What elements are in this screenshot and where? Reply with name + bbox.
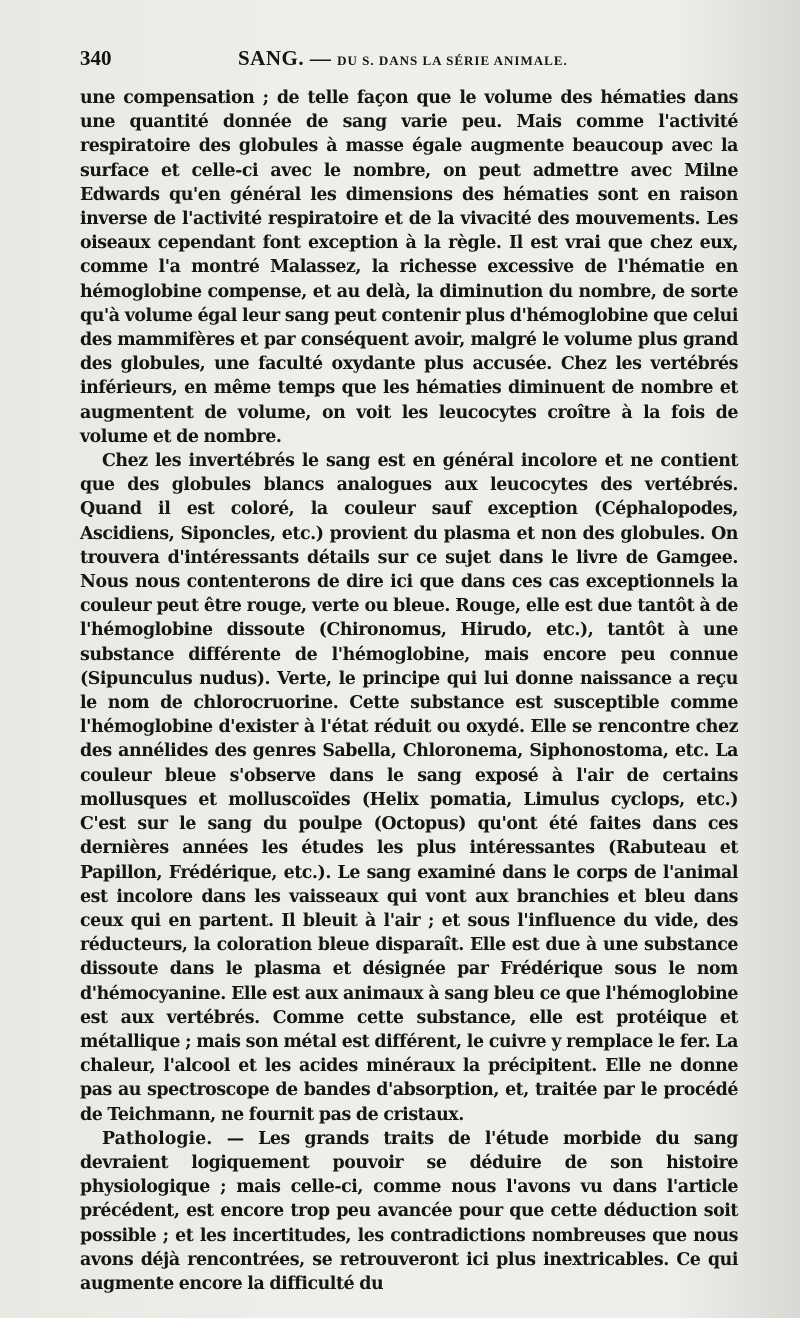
paragraph-pathologie-text: — Les grands traits de l'étude morbide du sang devraient logiquement pouvoir se déduire de son histoire physiologique ; mais celle-ci, comme nous l'avons vu dans l'article précédent, est encore trop peu avancée pour que cette déduction soit possible ; et les incertitudes, les contradictions nombreuses que nous avons déjà rencontrées, se retrouveront ici plus inextricables. Ce qui augmente encore la difficulté du — [80, 1128, 738, 1294]
page-number: 340 — [80, 46, 112, 70]
page-header — [78, 46, 738, 76]
running-head-main: SANG. — — [238, 46, 332, 70]
running-head — [238, 46, 568, 71]
paragraph-hematies: une compensation ; de telle façon que le volume des hématies dans une quantité donnée de sang varie peu. Mais comme l'activité respiratoire des globules à masse égale augmente beaucoup avec la surface et celle-ci avec le nombre, on peut admettre avec Milne Edwards qu'en général les dimensions des hématies sont en raison inverse de l'activité respiratoire et de la vivacité des mouvements. Les oiseaux cependant font exception à la règle. Il est vrai que chez eux, comme l'a montré Malassez, la richesse excessive de l'hématie en hémoglobine compense, et au delà, la diminution du nombre, de sorte qu'à volume égal leur sang peut contenir plus d'hémoglobine que celui des mammifères et par conséquent avoir, malgré le volume plus grand des globules, une faculté oxydante plus accusée. Chez les vertébrés inférieurs, en même temps que les hématies diminuent de nombre et augmentent de volume, on voit les leucocytes croître à la fois de volume et de nombre. — [80, 88, 738, 447]
paragraph-invertebres: Chez les invertébrés le sang est en général incolore et ne contient que des globules blancs analogues aux leucocytes des vertébrés. Quand il est coloré, la couleur sauf exception (Céphalopodes, Ascidiens, Siponcles, etc.) provient du plasma et non des globules. On trouvera d'intéressants détails sur ce sujet dans le livre de Gamgee. Nous nous contenterons de dire ici que dans ces cas exceptionnels la couleur peut être rouge, verte ou bleue. Rouge, elle est due tantôt à de l'hémoglobine dissoute (Chironomus, Hirudo, etc.), tantôt à une substance différente de l'hémoglobine, mais encore peu connue (Sipunculus nudus). Verte, le principe qui lui donne naissance a reçu le nom de chlorocruorine. Cette substance est susceptible comme l'hémoglobine d'exister à l'état réduit ou oxydé. Elle se rencontre chez des annélides des genres Sabella, Chloronema, Siphonostoma, etc. La couleur bleue s'observe dans le sang exposé à l'air de certains mollusques et molluscoïdes (Helix pomatia, Limulus cyclops, etc.) C'est sur le sang du poulpe (Octopus) qu'ont été faites dans ces dernières années les études les plus intéressantes (Rabuteau et Papillon, Frédérique, etc.). Le sang examiné dans le corps de l'animal est incolore dans les vaisseaux qui vont aux branchies et bleu dans ceux qui en partent. Il bleuit à l'air ; et sous l'influence du vide, des réducteurs, la coloration bleue disparaît. Elle est due à une substance dissoute dans le plasma et désignée par Frédérique sous le nom d'hémocyanine. Elle est aux animaux à sang bleu ce que l'hémoglobine est aux vertébrés. Comme cette substance, elle est protéique et métallique ; mais son métal est différent, le cuivre y remplace le fer. La chaleur, l'alcool et les acides minéraux la précipitent. Elle ne donne pas au spectroscope de bandes d'absorption, et, traitée par le procédé de Teichmann, ne fournit pas de cristaux. — [80, 451, 738, 1125]
paragraph-pathologie — [80, 1127, 738, 1296]
running-head-subtitle: DU S. DANS LA SÉRIE ANIMALE. — [337, 53, 568, 68]
section-heading-pathologie: Pathologie. — [102, 1128, 213, 1149]
body-text — [80, 86, 738, 1296]
